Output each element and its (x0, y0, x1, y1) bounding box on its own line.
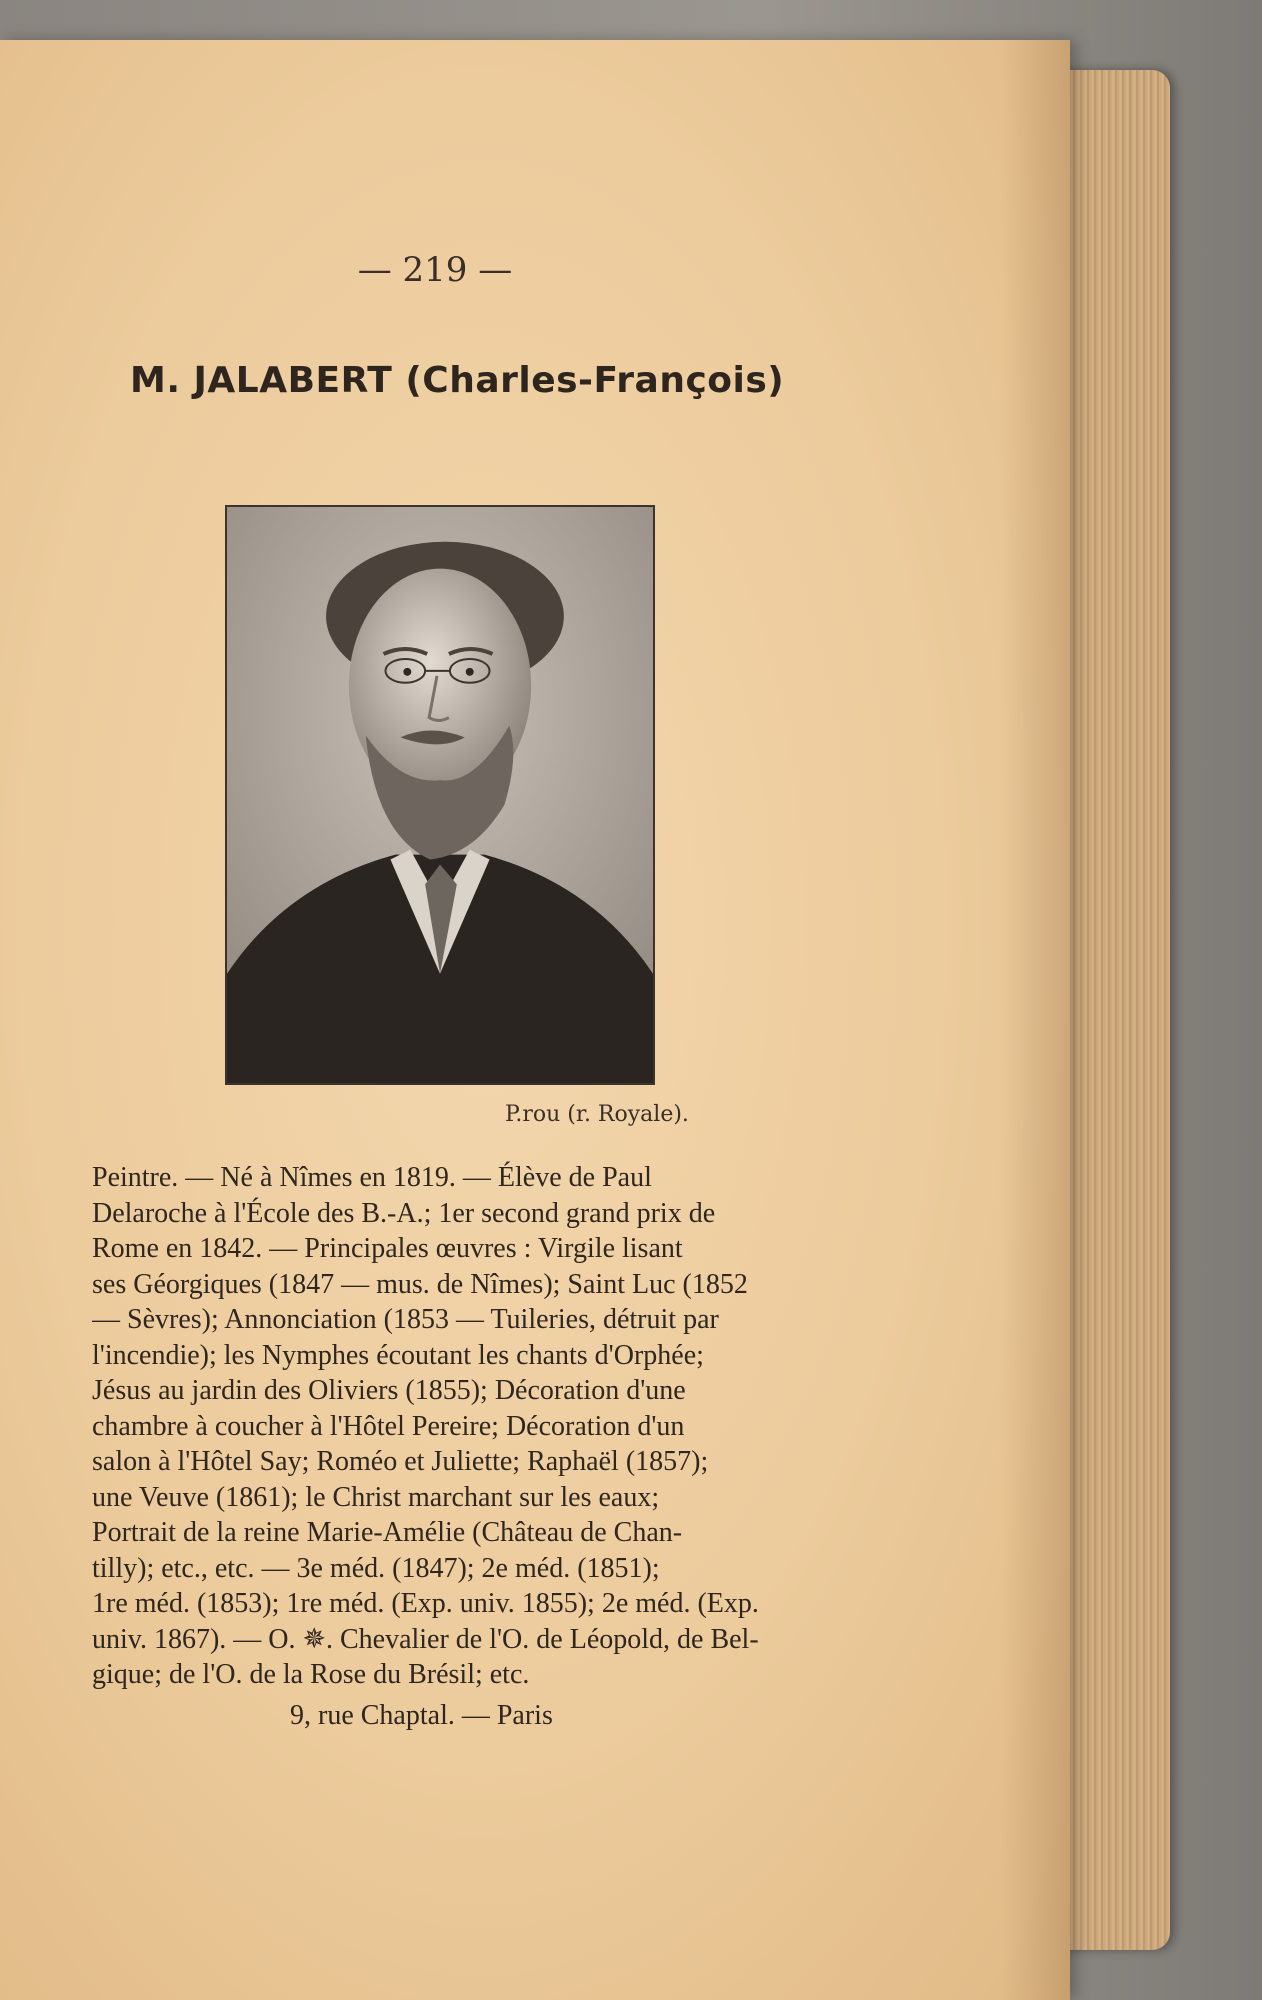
biography-line: 1re méd. (1853); 1re méd. (Exp. univ. 1855); 2e méd. (Exp. (92, 1588, 759, 1619)
biography-line: salon à l'Hôtel Say; Roméo et Juliette; Raphaël (1857); (92, 1446, 709, 1477)
biography-line: Rome en 1842. — Principales œuvres : Virgile lisant (92, 1233, 683, 1264)
page-shadow (1000, 40, 1070, 2000)
biography-line: tilly); etc., etc. — 3e méd. (1847); 2e méd. (1851); (92, 1552, 660, 1584)
biography-line: ses Géorgiques (1847 — mus. de Nîmes); Saint Luc (1852 (92, 1268, 748, 1300)
biography-line: une Veuve (1861); le Christ marchant sur les eaux; (92, 1481, 660, 1513)
biography-line: gique; de l'O. de la Rose du Brésil; etc. (92, 1659, 530, 1690)
biography-line: Peintre. — Né à Nîmes en 1819. — Élève de Paul (92, 1162, 652, 1193)
biography-line: Jésus au jardin des Oliviers (1855); Décoration d'une (92, 1375, 686, 1406)
address: 9, rue Chaptal. — Paris (290, 1700, 553, 1731)
biography-line: chambre à coucher à l'Hôtel Pereire; Décoration d'un (92, 1410, 685, 1442)
page-number: — 219 — (357, 250, 513, 290)
biography-line: l'incendie); les Nymphes écoutant les chants d'Orphée; (92, 1339, 704, 1371)
biography-line: Delaroche à l'École des B.-A.; 1er second grand prix de (92, 1197, 716, 1229)
biography-line: univ. 1867). — O. ✵. Chevalier de l'O. de Léopold, de Bel- (92, 1623, 759, 1655)
photo-credit: P.rou (r. Royale). (505, 1102, 689, 1127)
biography-line: Portrait de la reine Marie-Amélie (Château de Chan- (92, 1517, 683, 1548)
biography (92, 1160, 832, 1693)
portrait-image (227, 507, 653, 1083)
page-title: M. JALABERT (Charles-François) (130, 360, 785, 401)
biography-line: — Sèvres); Annonciation (1853 — Tuileries, détruit par (92, 1304, 719, 1335)
portrait-photo (225, 505, 655, 1085)
